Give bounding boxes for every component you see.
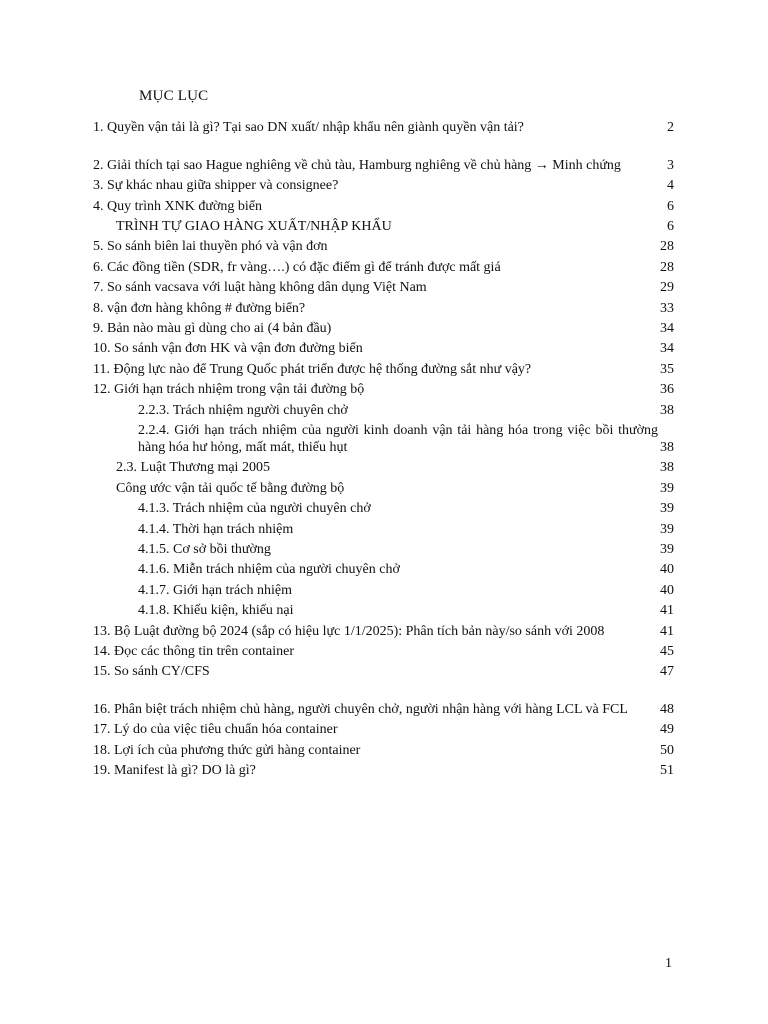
toc-entry[interactable]: [93, 296, 674, 316]
toc-entry-page-number: 6: [667, 198, 674, 214]
toc-entry-page-number: 39: [660, 501, 674, 517]
table-of-contents: [93, 116, 674, 779]
toc-entry-page-number: 41: [660, 623, 674, 639]
toc-entry-page-number: 50: [660, 742, 674, 758]
toc-entry-page-number: 39: [660, 521, 674, 537]
toc-entry-page-number: 33: [660, 300, 674, 316]
toc-entry-page-number: 38: [660, 440, 674, 456]
toc-entry-page-number: 29: [660, 280, 674, 296]
toc-entry-title: 17. Lý do của việc tiêu chuẩn hóa container: [93, 722, 338, 738]
toc-entry-title: 11. Động lực nào để Trung Quốc phát triển được hệ thống đường sắt như vậy?: [93, 361, 532, 377]
toc-entry-title: Công ước vận tải quốc tế bằng đường bộ: [116, 480, 345, 496]
toc-entry-page-number: 40: [660, 582, 674, 598]
toc-entry[interactable]: [93, 398, 674, 418]
toc-entry-page-number: 38: [660, 402, 674, 418]
toc-entry-page-number: 48: [660, 701, 674, 717]
toc-entry[interactable]: [93, 619, 674, 639]
toc-entry-title: 4.1.4. Thời hạn trách nhiệm: [138, 521, 294, 537]
toc-entry-title: 14. Đọc các thông tin trên container: [93, 643, 294, 659]
toc-entry-title: 6. Các đồng tiền (SDR, fr vàng….) có đặc điểm gì để tránh được mất giá: [93, 259, 501, 275]
toc-entry-title: 7. So sánh vacsava với luật hàng không dân dụng Việt Nam: [93, 280, 427, 296]
toc-entry[interactable]: [93, 337, 674, 357]
toc-entry-title: 2.2.4. Giới hạn trách nhiệm của người kinh doanh vận tải hàng hóa trong việc bồi thường hàng hóa hư hỏng, mất mát, thiếu hụt: [138, 423, 658, 456]
toc-entry-title: 2.3. Luật Thương mại 2005: [116, 460, 270, 476]
toc-entry-title: 1. Quyền vận tải là gì? Tại sao DN xuất/ nhập khẩu nên giành quyền vận tải?: [93, 120, 524, 136]
toc-entry[interactable]: [93, 215, 674, 235]
toc-entry-page-number: 28: [660, 259, 674, 275]
toc-entry[interactable]: [93, 456, 674, 476]
toc-entry-page-number: 45: [660, 643, 674, 659]
toc-entry[interactable]: [93, 718, 674, 738]
toc-entry-page-number: 3: [667, 157, 674, 173]
toc-entry-page-number: 49: [660, 722, 674, 738]
toc-entry-page-number: 38: [660, 460, 674, 476]
toc-entry-title: 2. Giải thích tại sao Hague nghiêng về chủ tàu, Hamburg nghiêng về chủ hàng → Minh chứng: [93, 157, 621, 173]
toc-entry-title: 9. Bản nào màu gì dùng cho ai (4 bản đầu): [93, 321, 332, 337]
toc-entry[interactable]: [93, 660, 674, 680]
toc-entry[interactable]: [93, 497, 674, 517]
toc-entry-title: 18. Lợi ích của phương thức gửi hàng container: [93, 742, 361, 758]
toc-entry[interactable]: [93, 194, 674, 214]
toc-entry-title: 4.1.7. Giới hạn trách nhiệm: [138, 582, 292, 598]
toc-entry[interactable]: [93, 738, 674, 758]
toc-entry[interactable]: [93, 419, 674, 457]
toc-entry[interactable]: [93, 680, 674, 718]
toc-entry-page-number: 39: [660, 542, 674, 558]
toc-entry[interactable]: [93, 538, 674, 558]
toc-entry[interactable]: [93, 640, 674, 660]
toc-entry[interactable]: [93, 317, 674, 337]
toc-entry-title: 16. Phân biệt trách nhiệm chủ hàng, người chuyên chở, người nhận hàng với hàng LCL và FCL: [93, 701, 628, 717]
toc-entry-page-number: 2: [667, 120, 674, 136]
toc-entry-page-number: 35: [660, 361, 674, 377]
toc-entry[interactable]: [93, 235, 674, 255]
toc-entry-page-number: 41: [660, 603, 674, 619]
toc-entry-title: 4.1.3. Trách nhiệm của người chuyên chở: [138, 501, 371, 517]
toc-entry-title: 13. Bộ Luật đường bộ 2024 (sắp có hiệu lực 1/1/2025): Phân tích bản này/so sánh với 2008: [93, 623, 605, 639]
toc-entry[interactable]: [93, 517, 674, 537]
toc-entry-page-number: 34: [660, 321, 674, 337]
toc-entry-page-number: 36: [660, 382, 674, 398]
toc-entry-title: TRÌNH TỰ GIAO HÀNG XUẤT/NHẬP KHẨU: [116, 219, 392, 235]
toc-entry[interactable]: [93, 558, 674, 578]
toc-entry[interactable]: [93, 578, 674, 598]
toc-entry[interactable]: [93, 116, 674, 136]
toc-entry-title: 4. Quy trình XNK đường biển: [93, 198, 262, 214]
toc-entry-page-number: 28: [660, 239, 674, 255]
page-number: 1: [665, 956, 672, 971]
toc-entry-title: 4.1.6. Miễn trách nhiệm của người chuyên chở: [138, 562, 400, 578]
toc-title: MỤC LỤC: [139, 88, 209, 104]
toc-entry-title: 5. So sánh biên lai thuyền phó và vận đơn: [93, 239, 328, 255]
toc-entry-title: 12. Giới hạn trách nhiệm trong vận tải đường bộ: [93, 382, 365, 398]
toc-entry[interactable]: [93, 255, 674, 275]
toc-entry-title: 8. vận đơn hàng không # đường biển?: [93, 300, 306, 316]
toc-entry-title: 10. So sánh vận đơn HK và vận đơn đường biển: [93, 341, 363, 357]
toc-entry-page-number: 34: [660, 341, 674, 357]
toc-entry[interactable]: [93, 759, 674, 779]
toc-entry-page-number: 47: [660, 664, 674, 680]
toc-entry[interactable]: [93, 136, 674, 174]
toc-entry[interactable]: [93, 174, 674, 194]
toc-entry-title: 15. So sánh CY/CFS: [93, 664, 210, 680]
toc-entry-page-number: 51: [660, 763, 674, 779]
toc-entry-page-number: 40: [660, 562, 674, 578]
toc-entry-title: 2.2.3. Trách nhiệm người chuyên chở: [138, 402, 348, 418]
toc-entry-title: 4.1.8. Khiếu kiện, khiếu nại: [138, 603, 294, 619]
toc-entry-title: 4.1.5. Cơ sở bồi thường: [138, 542, 271, 558]
toc-entry-page-number: 6: [667, 219, 674, 235]
toc-entry[interactable]: [93, 378, 674, 398]
toc-entry-title: 3. Sự khác nhau giữa shipper và consignee?: [93, 178, 339, 194]
toc-entry[interactable]: [93, 276, 674, 296]
toc-entry-page-number: 39: [660, 480, 674, 496]
toc-entry[interactable]: [93, 476, 674, 496]
toc-entry-title: 19. Manifest là gì? DO là gì?: [93, 763, 256, 779]
toc-entry[interactable]: [93, 357, 674, 377]
toc-entry[interactable]: [93, 599, 674, 619]
toc-entry-page-number: 4: [667, 178, 674, 194]
